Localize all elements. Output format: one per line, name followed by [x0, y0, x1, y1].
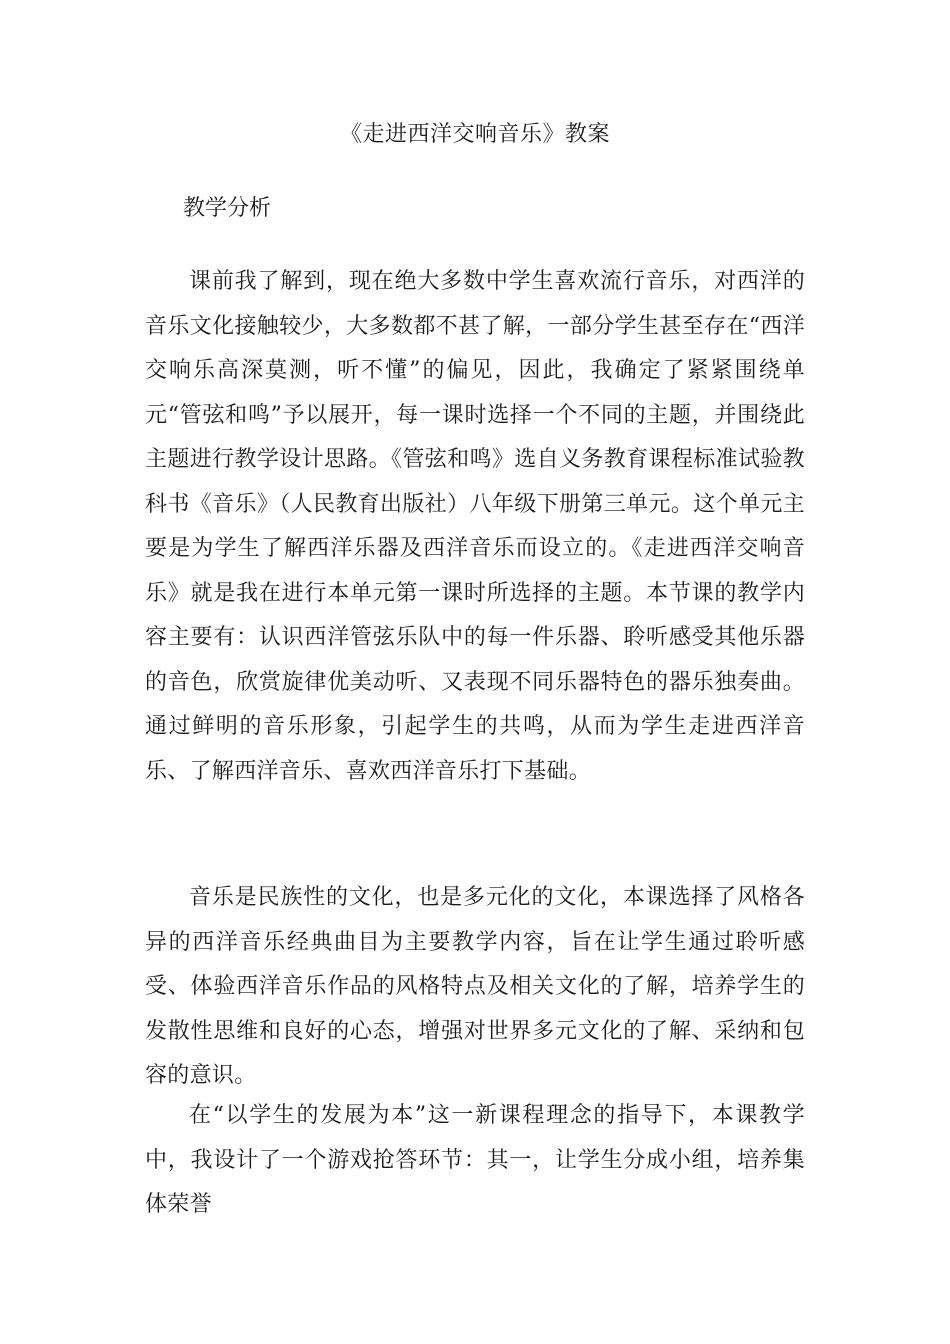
paragraph-1	[145, 260, 805, 794]
paragraph-text: 音乐是民族性的文化，也是多元化的文化，本课选择了风格各异的西洋音乐经典曲目为主要教学内容，旨在让学生通过聆听感受、体验西洋音乐作品的风格特点及相关文化的了解，培养学生的发散性思维和良好的心态，增强对世界多元文化的了解、采纳和包容的意识。	[145, 885, 805, 1088]
section-heading: 教学分析	[183, 196, 272, 221]
document-title: 《走进西洋交响音乐》教案	[339, 122, 610, 147]
paragraph-2	[145, 876, 805, 1099]
paragraph-3	[145, 1094, 805, 1228]
paragraph-text: 课前我了解到，现在绝大多数中学生喜欢流行音乐，对西洋的音乐文化接触较少，大多数都不甚了解，一部分学生甚至存在“西洋交响乐高深莫测，听不懂”的偏见，因此，我确定了紧紧围绕单元“管弦和鸣”予以展开，每一课时选择一个不同的主题，并围绕此主题进行教学设计思路。《管弦和鸣》选自义务教育课程标准试验教科书《音乐》（人民教育出版社）八年级下册第三单元。这个单元主要是为学生了解西洋乐器及西洋音乐而设立的。《走进西洋交响音乐》就是我在进行本单元第一课时所选择的主题。本节课的教学内容主要有：认识西洋管弦乐队中的每一件乐器、聆听感受其他乐器的音色，欣赏旋律优美动听、又表现不同乐器特色的器乐独奏曲。通过鲜明的音乐形象，引起学生的共鸣，从而为学生走进西洋音乐、了解西洋音乐、喜欢西洋音乐打下基础。	[145, 269, 805, 784]
paragraph-text: 在“以学生的发展为本”这一新课程理念的指导下，本课教学中，我设计了一个游戏抢答环节：其一，让学生分成小组，培养集体荣誉	[145, 1103, 805, 1217]
